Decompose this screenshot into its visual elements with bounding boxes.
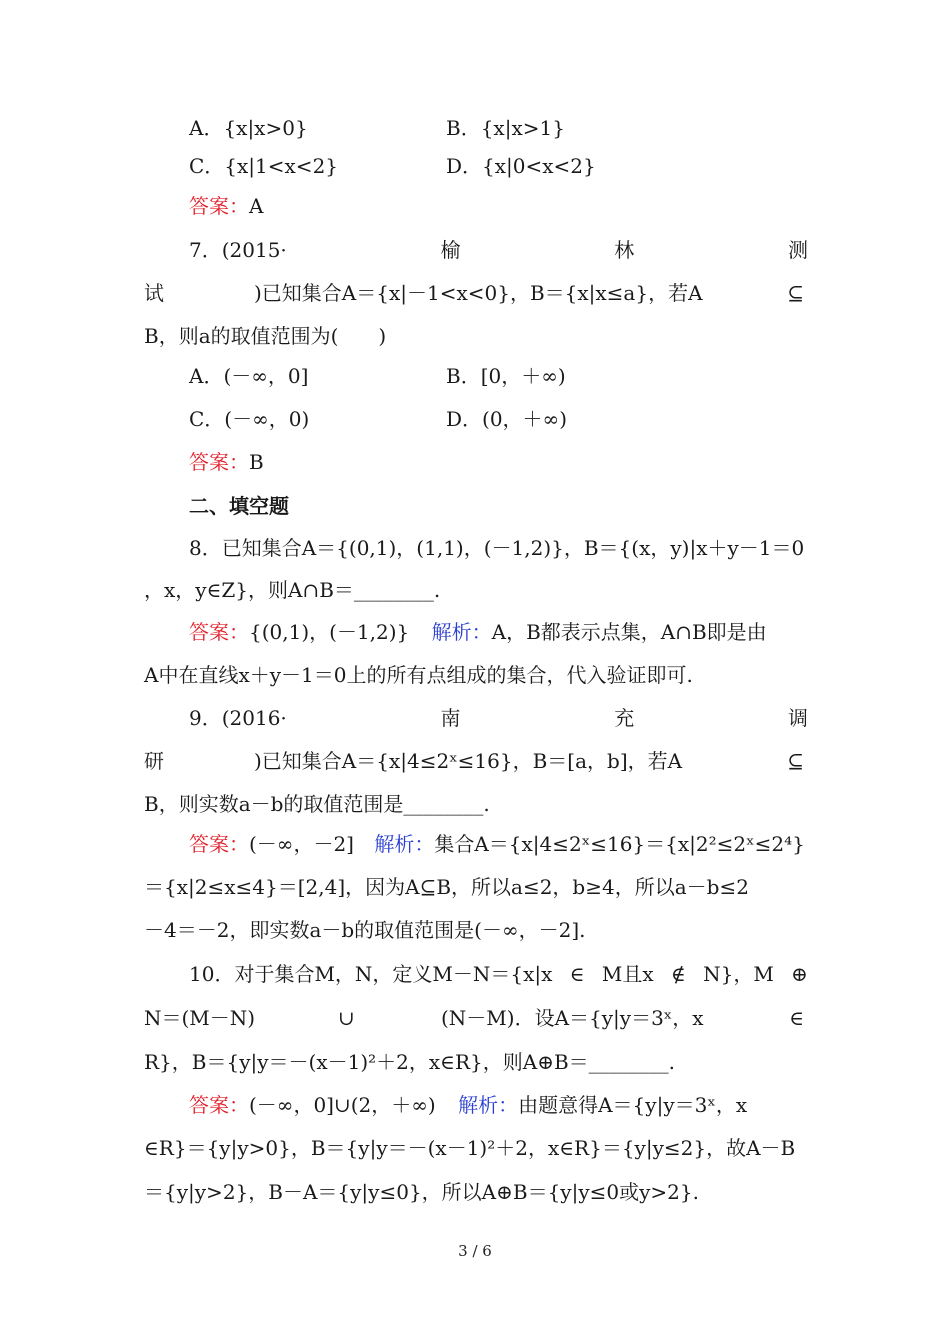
q9-stem-text: )已知集合A＝{x|4≤2ˣ≤16}，B＝[a，b]，若A: [254, 749, 683, 773]
analysis-label: 解析：: [431, 620, 492, 644]
q10-stem-text: N}，M: [703, 962, 774, 986]
q7-options-row-2: [144, 401, 808, 437]
q9-analysis-line-3: －4＝－2，即实数a－b的取值范围是(－∞，－2].: [144, 918, 586, 942]
q9-answer: [144, 826, 853, 862]
q6-answer: [144, 188, 853, 224]
answer-label: 答案：: [189, 832, 249, 856]
q8-answer: [144, 614, 853, 650]
q6-option-a: A．{x|x>0}: [189, 116, 308, 140]
section-title: 二、填空题: [189, 494, 289, 518]
answer-value: (－∞，－2]: [249, 832, 354, 856]
answer-value: A: [249, 194, 264, 218]
q6-option-d: D．{x|0<x<2}: [446, 154, 596, 178]
q9-source-char: 充: [614, 706, 635, 730]
q10-analysis-line-3: ＝{y|y>2}，B－A＝{y|y≤0}，所以A⊕B＝{y|y≤0或y>2}.: [144, 1180, 699, 1204]
q7-answer: [144, 444, 853, 480]
q6-options-row-2: [144, 148, 808, 184]
q7-source-char: 试: [144, 281, 164, 305]
analysis-label: 解析：: [458, 1093, 519, 1117]
q7-source-char: 林: [614, 238, 635, 262]
q6-option-c: C．{x|1<x<2}: [189, 154, 339, 178]
q10-stem-text: (N－M)．设A＝{y|y＝3ˣ，x: [441, 1006, 704, 1030]
q10-symbol: ∈: [789, 1006, 804, 1030]
q10-stem-text: N＝(M－N): [144, 1006, 256, 1030]
q9-source-char: 研: [144, 749, 164, 773]
q10-symbol: ∪: [338, 1006, 355, 1030]
q8-analysis-line-2: A中在直线x＋y－1＝0上的所有点组成的集合，代入验证即可.: [144, 663, 693, 687]
q10-stem-line-2: [144, 1000, 808, 1036]
q7-source: 7．(2015·: [189, 238, 287, 262]
q7-stem-line-1: [144, 232, 808, 268]
answer-value: (－∞，0]∪(2，＋∞): [249, 1093, 436, 1117]
q7-option-c: C．(－∞，0): [189, 407, 310, 431]
q10-stem-line-3: R}，B＝{y|y＝－(x－1)²＋2，x∈R}，则A⊕B＝________.: [144, 1050, 676, 1074]
q10-stem-text: M且x: [601, 962, 654, 986]
q9-subset-symbol: ⊆: [787, 749, 804, 773]
q7-subset-symbol: ⊆: [787, 281, 804, 305]
q7-option-d: D．(0，＋∞): [446, 407, 568, 431]
q6-options-row-1: [144, 110, 808, 146]
q9-analysis-line-2: ＝{x|2≤x≤4}＝[2,4]，因为A⊆B，所以a≤2，b≥4，所以a－b≤2: [144, 875, 749, 899]
q10-symbol: ∉: [671, 962, 686, 986]
answer-value: B: [249, 450, 264, 474]
answer-value: {(0,1)，(－1,2)}: [249, 620, 410, 644]
q7-options-row-1: [144, 358, 808, 394]
q10-symbol: ∈: [569, 962, 585, 986]
answer-label: 答案：: [189, 194, 249, 218]
answer-label: 答案：: [189, 450, 249, 474]
q9-stem-line-3: B，则实数a－b的取值范围是________.: [144, 792, 490, 816]
q7-source-char: 榆: [440, 238, 461, 262]
q10-stem-line-1: [144, 956, 808, 992]
q7-option-b: B．[0，＋∞): [446, 364, 566, 388]
q7-stem-text: )已知集合A＝{x|－1<x<0}，B＝{x|x≤a}，若A: [254, 281, 703, 305]
q7-source-char: 测: [788, 238, 808, 262]
analysis-text: 集合A＝{x|4≤2ˣ≤16}＝{x|2²≤2ˣ≤2⁴}: [434, 832, 805, 856]
analysis-text: A，B都表示点集，A∩B即是由: [491, 620, 767, 644]
q6-option-b: B．{x|x>1}: [446, 116, 565, 140]
q10-analysis-line-2: ∈R}＝{y|y>0}，B＝{y|y＝－(x－1)²＋2，x∈R}＝{y|y≤2}，故A－B: [144, 1136, 796, 1160]
q9-source-char: 调: [788, 706, 808, 730]
q9-stem-line-1: [144, 700, 808, 736]
q7-stem-line-2: [144, 275, 808, 311]
answer-label: 答案：: [189, 1093, 249, 1117]
page-number: 3 / 6: [458, 1242, 492, 1260]
q8-stem-line-1: 8．已知集合A＝{(0,1)，(1,1)，(－1,2)}，B＝{(x，y)|x＋y－1＝0: [189, 536, 805, 560]
q9-stem-line-2: [144, 743, 808, 779]
q9-source-char: 南: [440, 706, 461, 730]
q7-option-a: A．(－∞，0]: [189, 364, 309, 388]
q9-source: 9．(2016·: [189, 706, 287, 730]
answer-label: 答案：: [189, 620, 249, 644]
analysis-text: 由题意得A＝{y|y＝3ˣ，x: [518, 1093, 748, 1117]
analysis-label: 解析：: [374, 832, 435, 856]
q10-symbol: ⊕: [791, 962, 808, 986]
q10-answer: [144, 1087, 853, 1123]
q8-stem-line-2: ，x，y∈Z}，则A∩B＝________.: [144, 578, 441, 602]
q7-stem-line-3: B，则a的取值范围为( ): [144, 324, 387, 348]
q10-stem-text: 10．对于集合M，N，定义M－N＝{x|x: [189, 962, 553, 986]
